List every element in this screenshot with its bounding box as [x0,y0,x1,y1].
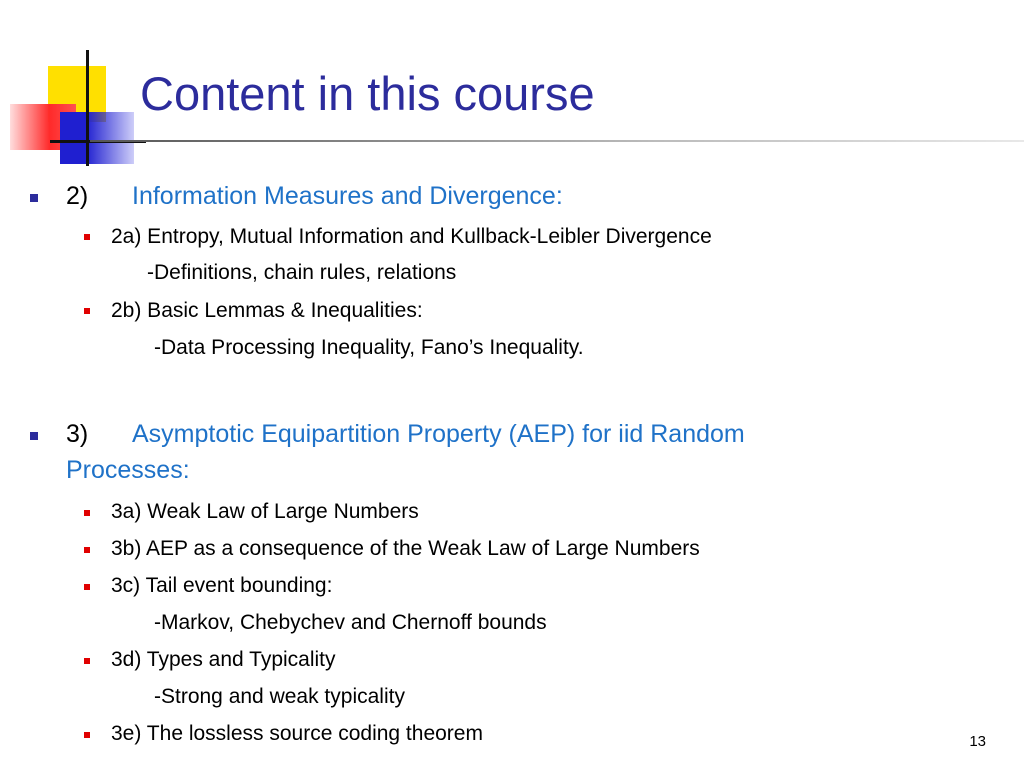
title-underline [90,140,1024,142]
level2-bullet-icon [84,732,90,738]
item-label: 3b) AEP as a consequence of the Weak Law of Large Numbers [111,537,700,560]
vertical-line-decoration [86,50,89,166]
section-heading-line [66,419,745,449]
item-detail: -Markov, Chebychev and Chernoff bounds [154,611,547,634]
page-number: 13 [969,733,986,750]
level1-bullet-icon [30,194,38,202]
level2-bullet-icon [84,510,90,516]
level2-bullet-icon [84,308,90,314]
item-label: 3c) Tail event bounding: [111,574,333,597]
level1-bullet-icon [30,432,38,440]
item-label: 3d) Types and Typicality [111,648,336,671]
item-detail: -Data Processing Inequality, Fano’s Inequality. [154,336,584,359]
section-heading: Information Measures and Divergence: [132,182,563,210]
level2-bullet-icon [84,234,90,240]
level2-bullet-icon [84,658,90,664]
item-detail: -Strong and weak typicality [154,685,405,708]
section-heading-continued: Processes: [66,456,190,484]
item-detail: -Definitions, chain rules, relations [147,261,457,284]
level2-bullet-icon [84,584,90,590]
item-label: 3e) The lossless source coding theorem [111,722,483,745]
level2-bullet-icon [84,547,90,553]
item-label: 2a) Entropy, Mutual Information and Kullback-Leibler Divergence [111,225,712,248]
corner-ornament [0,0,160,180]
blue-square-decoration [60,112,134,164]
item-label: 2b) Basic Lemmas & Inequalities: [111,299,423,322]
section-number: 2) [66,182,89,210]
slide-title: Content in this course [140,67,595,120]
section-heading: Asymptotic Equipartition Property (AEP) for iid Random [132,420,745,448]
item-label: 3a) Weak Law of Large Numbers [111,500,419,523]
section-heading-line [66,181,563,211]
section-number: 3) [66,420,89,448]
